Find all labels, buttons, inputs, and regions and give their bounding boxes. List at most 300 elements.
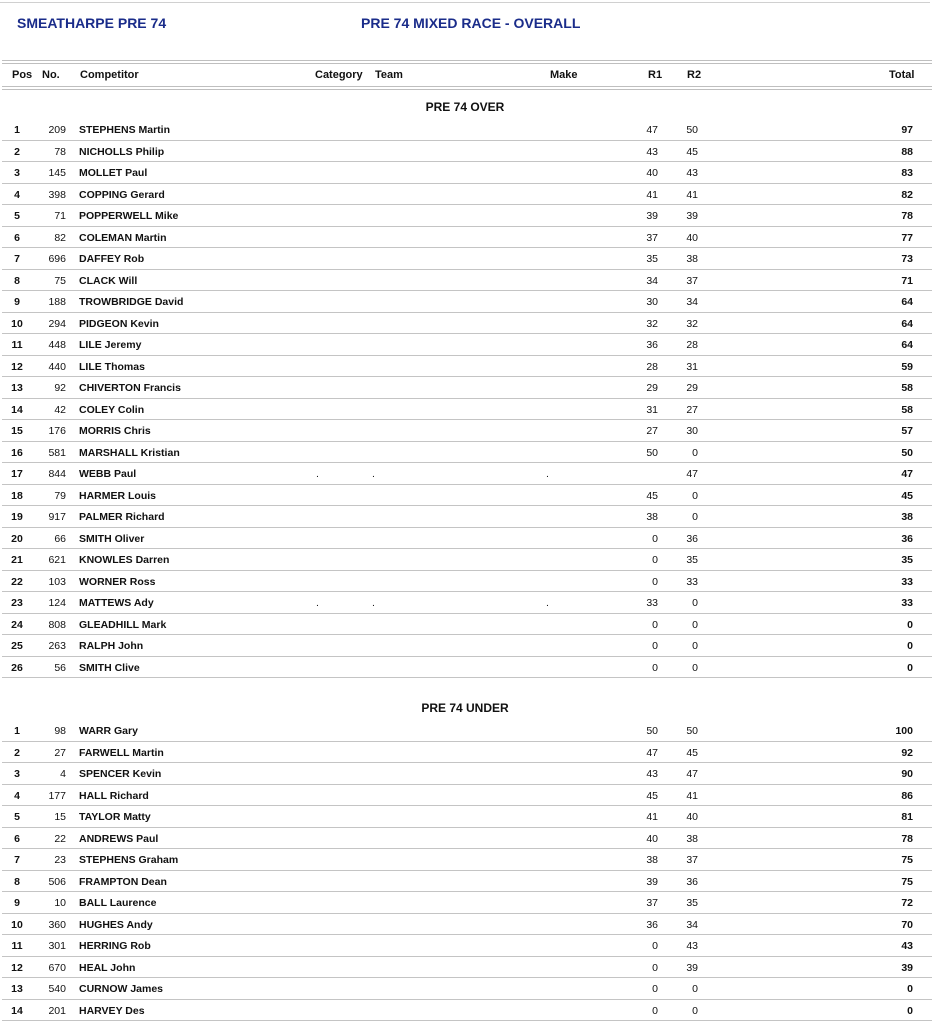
cell-r2: 38 xyxy=(686,832,698,845)
cell-no: 209 xyxy=(48,124,66,136)
col-team: Team xyxy=(375,69,403,81)
cell-r2: 0 xyxy=(692,1004,698,1017)
cell-r2: 27 xyxy=(686,403,698,416)
cell-r2: 28 xyxy=(686,339,698,351)
cell-total: 73 xyxy=(901,253,913,265)
cell-competitor: CLACK Will xyxy=(79,274,138,287)
cell-r2: 41 xyxy=(686,789,698,802)
cell-competitor: WORNER Ross xyxy=(79,575,156,588)
cell-no: 398 xyxy=(48,188,66,201)
cell-r1: 33 xyxy=(646,597,658,609)
cell-r2: 40 xyxy=(686,231,698,244)
event-title: SMEATHARPE PRE 74 xyxy=(17,15,167,31)
cell-no: 844 xyxy=(48,468,66,480)
cell-r2: 0 xyxy=(692,640,698,652)
cell-pos: 8 xyxy=(14,274,20,287)
cell-competitor: LILE Thomas xyxy=(79,360,145,373)
cell-total: 75 xyxy=(901,875,913,888)
cell-competitor: STEPHENS Martin xyxy=(79,124,171,136)
cell-total: 50 xyxy=(901,446,913,459)
col-r1: R1 xyxy=(648,69,663,81)
cell-pos: 23 xyxy=(11,597,23,609)
cell-r2: 37 xyxy=(686,274,698,287)
column-header-divider xyxy=(2,86,932,90)
cell-pos: 13 xyxy=(11,382,23,394)
cell-total: 70 xyxy=(901,918,913,931)
cell-total: 36 xyxy=(901,532,913,545)
table-row xyxy=(0,463,939,485)
cell-total: 59 xyxy=(901,360,913,373)
cell-r1: 38 xyxy=(646,511,658,523)
cell-r2: 41 xyxy=(686,188,698,201)
cell-r2: 0 xyxy=(692,597,698,609)
cell-total: 38 xyxy=(901,511,913,523)
cell-no: 22 xyxy=(54,832,66,845)
column-headers xyxy=(0,64,939,86)
cell-pos: 2 xyxy=(14,145,20,158)
cell-r2: 35 xyxy=(686,897,698,909)
cell-r2: 32 xyxy=(686,317,698,330)
cell-total: 0 xyxy=(907,661,913,674)
cell-no: 670 xyxy=(48,961,66,974)
cell-total: 33 xyxy=(901,575,913,588)
table-row xyxy=(0,828,939,850)
cell-total: 75 xyxy=(901,854,913,866)
cell-pos: 25 xyxy=(11,640,23,652)
cell-total: 47 xyxy=(901,468,913,480)
cell-total: 97 xyxy=(901,124,913,136)
cell-pos: 22 xyxy=(11,575,23,588)
table-row xyxy=(0,162,939,184)
table-row xyxy=(0,763,939,785)
cell-pos: 10 xyxy=(11,918,23,931)
cell-r1: 32 xyxy=(646,317,658,330)
cell-no: 581 xyxy=(48,446,66,459)
cell-no: 360 xyxy=(48,918,66,931)
cell-pos: 3 xyxy=(14,768,20,780)
cell-pos: 19 xyxy=(11,511,23,523)
cell-r2: 43 xyxy=(686,167,698,179)
cell-r1: 47 xyxy=(646,746,658,759)
cell-pos: 10 xyxy=(11,317,23,330)
cell-total: 83 xyxy=(901,167,913,179)
cell-r1: 34 xyxy=(646,274,658,287)
cell-r2: 33 xyxy=(686,575,698,588)
cell-r2: 37 xyxy=(686,854,698,866)
cell-pos: 18 xyxy=(11,489,23,502)
cell-total: 0 xyxy=(907,983,913,995)
cell-total: 100 xyxy=(895,725,913,737)
cell-competitor: POPPERWELL Mike xyxy=(79,210,179,222)
cell-total: 77 xyxy=(901,231,913,244)
cell-r2: 50 xyxy=(686,725,698,737)
cell-team: . xyxy=(372,597,375,609)
col-category: Category xyxy=(315,69,363,81)
cell-pos: 14 xyxy=(11,403,23,416)
cell-no: 440 xyxy=(48,360,66,373)
cell-r1: 41 xyxy=(646,188,658,201)
cell-total: 57 xyxy=(901,425,913,437)
cell-no: 78 xyxy=(54,145,66,158)
cell-competitor: WARR Gary xyxy=(79,725,138,737)
cell-total: 86 xyxy=(901,789,913,802)
cell-total: 64 xyxy=(901,339,913,351)
cell-no: 98 xyxy=(54,725,66,737)
cell-no: 79 xyxy=(54,489,66,502)
cell-no: 506 xyxy=(48,875,66,888)
cell-pos: 11 xyxy=(11,339,23,351)
cell-total: 81 xyxy=(901,811,913,823)
cell-no: 301 xyxy=(48,940,66,952)
cell-competitor: HERRING Rob xyxy=(79,940,151,952)
cell-competitor: HARMER Louis xyxy=(79,489,156,502)
cell-pos: 1 xyxy=(14,124,20,136)
cell-r1: 39 xyxy=(646,210,658,222)
cell-r2: 36 xyxy=(686,532,698,545)
race-title: PRE 74 MIXED RACE - OVERALL xyxy=(361,15,581,31)
cell-no: 696 xyxy=(48,253,66,265)
cell-competitor: SMITH Clive xyxy=(79,661,140,674)
cell-pos: 9 xyxy=(14,296,20,308)
cell-r1: 37 xyxy=(646,897,658,909)
cell-no: 176 xyxy=(48,425,66,437)
cell-pos: 4 xyxy=(14,188,20,201)
cell-competitor: HARVEY Des xyxy=(79,1004,145,1017)
cell-r2: 50 xyxy=(686,124,698,136)
cell-competitor: MORRIS Chris xyxy=(79,425,151,437)
cell-r1: 28 xyxy=(646,360,658,373)
cell-team: . xyxy=(372,468,375,480)
cell-no: 71 xyxy=(54,210,66,222)
table-row xyxy=(0,291,939,313)
table-row xyxy=(0,528,939,550)
table-row xyxy=(0,635,939,657)
section-title: PRE 74 UNDER xyxy=(421,701,509,715)
cell-pos: 6 xyxy=(14,832,20,845)
cell-r1: 35 xyxy=(646,253,658,265)
cell-no: 621 xyxy=(48,554,66,566)
cell-r1: 0 xyxy=(652,1004,658,1017)
cell-competitor: TAYLOR Matty xyxy=(79,811,151,823)
cell-total: 39 xyxy=(901,961,913,974)
cell-category: . xyxy=(316,468,319,480)
table-row xyxy=(0,785,939,807)
cell-competitor: COPPING Gerard xyxy=(79,188,165,201)
cell-pos: 16 xyxy=(11,446,23,459)
cell-total: 58 xyxy=(901,403,913,416)
cell-competitor: HEAL John xyxy=(79,961,136,974)
cell-no: 294 xyxy=(48,317,66,330)
cell-pos: 11 xyxy=(11,940,23,952)
cell-r1: 43 xyxy=(646,145,658,158)
cell-competitor: MOLLET Paul xyxy=(79,167,148,179)
cell-r2: 0 xyxy=(692,983,698,995)
cell-no: 808 xyxy=(48,618,66,631)
table-row xyxy=(0,485,939,507)
cell-competitor: PIDGEON Kevin xyxy=(79,317,159,330)
cell-r1: 0 xyxy=(652,961,658,974)
cell-competitor: FARWELL Martin xyxy=(79,746,164,759)
table-row xyxy=(0,356,939,378)
table-row xyxy=(0,742,939,764)
cell-total: 82 xyxy=(901,188,913,201)
cell-competitor: TROWBRIDGE David xyxy=(79,296,184,308)
cell-total: 43 xyxy=(901,940,913,952)
cell-competitor: BALL Laurence xyxy=(79,897,157,909)
cell-no: 27 xyxy=(54,746,66,759)
cell-competitor: STEPHENS Graham xyxy=(79,854,179,866)
cell-total: 92 xyxy=(901,746,913,759)
table-row xyxy=(0,119,939,141)
cell-make: . xyxy=(546,468,549,480)
cell-total: 0 xyxy=(907,1004,913,1017)
cell-competitor: DAFFEY Rob xyxy=(79,253,145,265)
cell-r1: 0 xyxy=(652,640,658,652)
cell-no: 75 xyxy=(54,274,66,287)
cell-r1: 39 xyxy=(646,875,658,888)
cell-r2: 40 xyxy=(686,811,698,823)
cell-r2: 35 xyxy=(686,554,698,566)
cell-no: 917 xyxy=(48,511,66,523)
table-row xyxy=(0,592,939,614)
cell-pos: 3 xyxy=(14,167,20,179)
cell-r2: 34 xyxy=(686,296,698,308)
cell-competitor: RALPH John xyxy=(79,640,144,652)
cell-no: 177 xyxy=(48,789,66,802)
table-row xyxy=(0,205,939,227)
cell-no: 448 xyxy=(48,339,66,351)
col-no: No. xyxy=(42,69,60,81)
cell-pos: 7 xyxy=(14,253,20,265)
cell-competitor: GLEADHILL Mark xyxy=(79,618,167,631)
cell-pos: 7 xyxy=(14,854,20,866)
row-divider xyxy=(2,1020,932,1021)
col-competitor: Competitor xyxy=(80,69,139,81)
table-row xyxy=(0,141,939,163)
cell-competitor: COLEMAN Martin xyxy=(79,231,167,244)
table-row xyxy=(0,184,939,206)
cell-competitor: MARSHALL Kristian xyxy=(79,446,180,459)
cell-no: 103 xyxy=(48,575,66,588)
cell-no: 10 xyxy=(54,897,66,909)
table-row xyxy=(0,806,939,828)
cell-total: 71 xyxy=(901,274,913,287)
cell-pos: 1 xyxy=(14,725,20,737)
cell-pos: 8 xyxy=(14,875,20,888)
cell-competitor: SMITH Oliver xyxy=(79,532,145,545)
cell-pos: 2 xyxy=(14,746,20,759)
cell-r2: 43 xyxy=(686,940,698,952)
cell-total: 35 xyxy=(901,554,913,566)
cell-r2: 47 xyxy=(686,768,698,780)
cell-r2: 45 xyxy=(686,145,698,158)
table-row xyxy=(0,1000,939,1022)
cell-competitor: FRAMPTON Dean xyxy=(79,875,167,888)
table-row xyxy=(0,849,939,871)
cell-r1: 40 xyxy=(646,832,658,845)
cell-competitor: ANDREWS Paul xyxy=(79,832,159,845)
cell-r1: 37 xyxy=(646,231,658,244)
cell-competitor: CURNOW James xyxy=(79,983,164,995)
cell-total: 0 xyxy=(907,618,913,631)
cell-r1: 50 xyxy=(646,446,658,459)
cell-total: 33 xyxy=(901,597,913,609)
cell-r1: 0 xyxy=(652,661,658,674)
table-row xyxy=(0,549,939,571)
cell-r1: 45 xyxy=(646,489,658,502)
cell-competitor: SPENCER Kevin xyxy=(79,768,162,780)
cell-pos: 21 xyxy=(11,554,23,566)
cell-competitor: KNOWLES Darren xyxy=(79,554,170,566)
table-row xyxy=(0,420,939,442)
cell-r2: 39 xyxy=(686,961,698,974)
table-row xyxy=(0,935,939,957)
cell-r1: 30 xyxy=(646,296,658,308)
cell-r2: 0 xyxy=(692,511,698,523)
cell-r1: 38 xyxy=(646,854,658,866)
cell-total: 78 xyxy=(901,832,913,845)
cell-pos: 6 xyxy=(14,231,20,244)
cell-total: 45 xyxy=(901,489,913,502)
cell-total: 64 xyxy=(901,296,913,308)
top-divider xyxy=(0,0,930,3)
col-make: Make xyxy=(550,69,578,81)
cell-r2: 29 xyxy=(686,382,698,394)
cell-no: 66 xyxy=(54,532,66,545)
cell-total: 88 xyxy=(901,145,913,158)
cell-category: . xyxy=(316,597,319,609)
cell-competitor: COLEY Colin xyxy=(79,403,145,416)
table-row xyxy=(0,957,939,979)
table-row xyxy=(0,914,939,936)
cell-pos: 20 xyxy=(11,532,23,545)
cell-no: 145 xyxy=(48,167,66,179)
cell-r1: 45 xyxy=(646,789,658,802)
cell-r1: 50 xyxy=(646,725,658,737)
cell-no: 42 xyxy=(54,403,66,416)
cell-pos: 14 xyxy=(11,1004,23,1017)
cell-r2: 34 xyxy=(686,918,698,931)
cell-r1: 0 xyxy=(652,940,658,952)
cell-no: 56 xyxy=(54,661,66,674)
cell-no: 82 xyxy=(54,231,66,244)
cell-r1: 0 xyxy=(652,532,658,545)
cell-competitor: PALMER Richard xyxy=(79,511,165,523)
cell-no: 4 xyxy=(60,768,66,780)
table-row xyxy=(0,720,939,742)
cell-competitor: WEBB Paul xyxy=(79,468,137,480)
cell-r2: 38 xyxy=(686,253,698,265)
table-row xyxy=(0,248,939,270)
cell-r2: 31 xyxy=(686,360,698,373)
cell-no: 263 xyxy=(48,640,66,652)
table-row xyxy=(0,227,939,249)
cell-pos: 24 xyxy=(11,618,23,631)
col-pos: Pos xyxy=(12,69,33,81)
cell-r1: 36 xyxy=(646,339,658,351)
cell-total: 78 xyxy=(901,210,913,222)
col-r2: R2 xyxy=(687,69,702,81)
cell-total: 58 xyxy=(901,382,913,394)
table-row xyxy=(0,892,939,914)
cell-r1: 31 xyxy=(646,403,658,416)
cell-pos: 13 xyxy=(11,983,23,995)
table-row xyxy=(0,614,939,636)
cell-competitor: HALL Richard xyxy=(79,789,149,802)
cell-competitor: HUGHES Andy xyxy=(79,918,153,931)
cell-r1: 0 xyxy=(652,575,658,588)
col-total: Total xyxy=(889,69,915,81)
cell-r2: 0 xyxy=(692,489,698,502)
cell-no: 540 xyxy=(48,983,66,995)
table-row xyxy=(0,657,939,679)
cell-pos: 5 xyxy=(14,210,20,222)
cell-no: 92 xyxy=(54,382,66,394)
cell-r2: 0 xyxy=(692,661,698,674)
table-row xyxy=(0,871,939,893)
row-divider xyxy=(2,677,932,678)
table-row xyxy=(0,270,939,292)
cell-r1: 36 xyxy=(646,918,658,931)
table-row xyxy=(0,334,939,356)
cell-r1: 40 xyxy=(646,167,658,179)
cell-pos: 12 xyxy=(11,961,23,974)
cell-total: 64 xyxy=(901,317,913,330)
table-row xyxy=(0,571,939,593)
cell-competitor: CHIVERTON Francis xyxy=(79,382,181,394)
cell-r1: 27 xyxy=(646,425,658,437)
cell-pos: 15 xyxy=(11,425,23,437)
cell-r2: 0 xyxy=(692,618,698,631)
table-row xyxy=(0,399,939,421)
table-row xyxy=(0,377,939,399)
table-row xyxy=(0,978,939,1000)
cell-no: 201 xyxy=(48,1004,66,1017)
cell-make: . xyxy=(546,597,549,609)
cell-pos: 26 xyxy=(11,661,23,674)
table-row xyxy=(0,313,939,335)
cell-r2: 36 xyxy=(686,875,698,888)
cell-r2: 30 xyxy=(686,425,698,437)
cell-r2: 39 xyxy=(686,210,698,222)
cell-pos: 5 xyxy=(14,811,20,823)
cell-r2: 0 xyxy=(692,446,698,459)
cell-no: 188 xyxy=(48,296,66,308)
table-row xyxy=(0,506,939,528)
cell-total: 72 xyxy=(901,897,913,909)
cell-pos: 4 xyxy=(14,789,20,802)
table-row xyxy=(0,442,939,464)
cell-r2: 47 xyxy=(686,468,698,480)
cell-r1: 41 xyxy=(646,811,658,823)
cell-r1: 0 xyxy=(652,983,658,995)
cell-no: 124 xyxy=(48,597,66,609)
cell-competitor: LILE Jeremy xyxy=(79,339,142,351)
cell-no: 23 xyxy=(54,854,66,866)
cell-pos: 17 xyxy=(11,468,23,480)
cell-r1: 0 xyxy=(652,618,658,631)
cell-competitor: NICHOLLS Philip xyxy=(79,145,165,158)
section-title: PRE 74 OVER xyxy=(425,100,505,114)
cell-pos: 12 xyxy=(11,360,23,373)
cell-no: 15 xyxy=(54,811,66,823)
cell-r1: 47 xyxy=(646,124,658,136)
cell-total: 0 xyxy=(907,640,913,652)
cell-competitor: MATTEWS Ady xyxy=(79,597,154,609)
cell-r1: 29 xyxy=(646,382,658,394)
cell-total: 90 xyxy=(901,768,913,780)
cell-r2: 45 xyxy=(686,746,698,759)
